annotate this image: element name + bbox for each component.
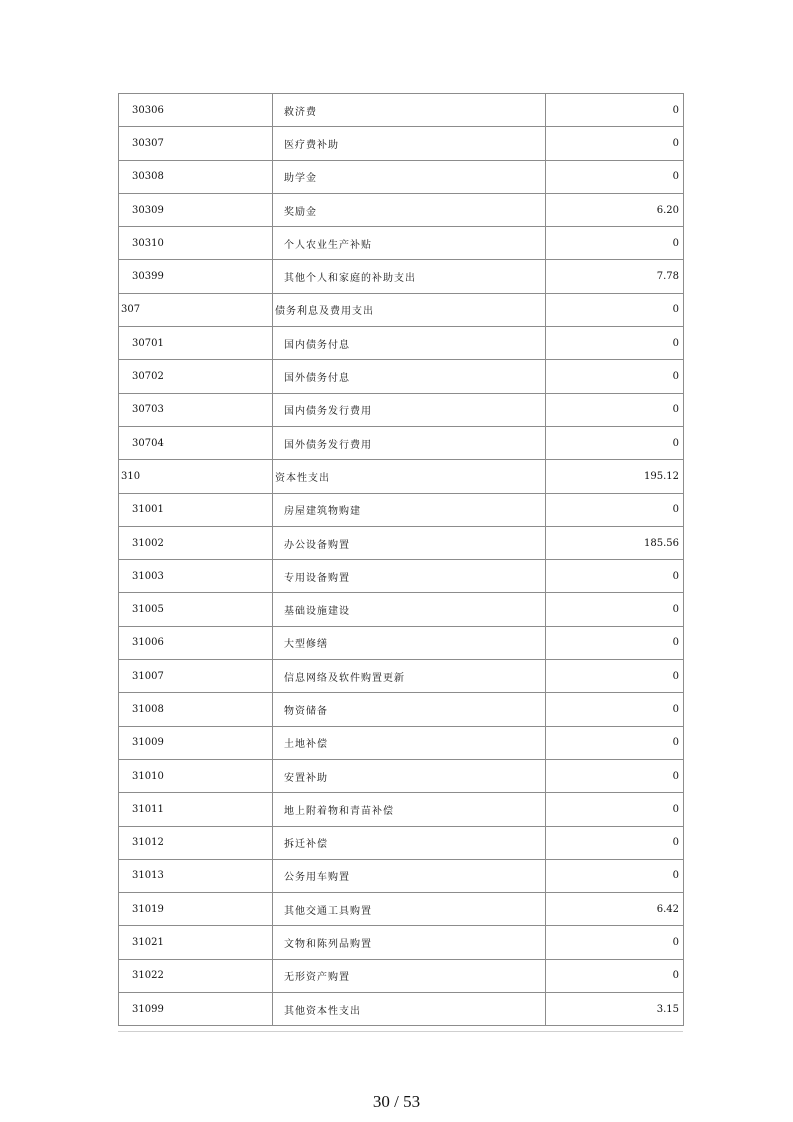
name-cell: 拆迁补偿 bbox=[273, 826, 546, 859]
code-cell: 31099 bbox=[119, 993, 273, 1026]
code-cell: 31012 bbox=[119, 826, 273, 859]
name-cell: 债务利息及费用支出 bbox=[273, 293, 546, 326]
code-cell: 30308 bbox=[119, 160, 273, 193]
name-cell: 国内债务发行费用 bbox=[273, 393, 546, 426]
table-group-row bbox=[119, 293, 684, 326]
table-row bbox=[119, 560, 684, 593]
table-row bbox=[119, 593, 684, 626]
amount-cell: 0 bbox=[546, 626, 684, 659]
code-cell: 30307 bbox=[119, 127, 273, 160]
amount-cell: 0 bbox=[546, 759, 684, 792]
amount-cell: 0 bbox=[546, 393, 684, 426]
name-cell: 其他资本性支出 bbox=[273, 993, 546, 1026]
name-cell: 资本性支出 bbox=[273, 460, 546, 493]
amount-cell: 0 bbox=[546, 593, 684, 626]
table-row bbox=[119, 227, 684, 260]
table-row bbox=[119, 526, 684, 559]
name-cell: 其他个人和家庭的补助支出 bbox=[273, 260, 546, 293]
code-cell: 31022 bbox=[119, 959, 273, 992]
table-row bbox=[119, 826, 684, 859]
name-cell: 基础设施建设 bbox=[273, 593, 546, 626]
name-cell: 文物和陈列品购置 bbox=[273, 926, 546, 959]
table-row bbox=[119, 193, 684, 226]
table-row bbox=[119, 893, 684, 926]
name-cell: 公务用车购置 bbox=[273, 859, 546, 892]
code-cell: 30703 bbox=[119, 393, 273, 426]
name-cell: 安置补助 bbox=[273, 759, 546, 792]
code-cell: 31008 bbox=[119, 693, 273, 726]
name-cell: 助学金 bbox=[273, 160, 546, 193]
amount-cell: 3.15 bbox=[546, 993, 684, 1026]
amount-cell: 0 bbox=[546, 926, 684, 959]
table-row bbox=[119, 793, 684, 826]
amount-cell: 0 bbox=[546, 793, 684, 826]
code-cell: 31011 bbox=[119, 793, 273, 826]
code-cell: 30704 bbox=[119, 426, 273, 459]
code-cell: 31002 bbox=[119, 526, 273, 559]
name-cell: 地上附着物和青苗补偿 bbox=[273, 793, 546, 826]
name-cell: 专用设备购置 bbox=[273, 560, 546, 593]
amount-cell: 0 bbox=[546, 94, 684, 127]
name-cell: 奖励金 bbox=[273, 193, 546, 226]
code-cell: 30310 bbox=[119, 227, 273, 260]
code-cell: 30701 bbox=[119, 327, 273, 360]
amount-cell: 0 bbox=[546, 726, 684, 759]
table-row bbox=[119, 493, 684, 526]
name-cell: 办公设备购置 bbox=[273, 526, 546, 559]
table-row bbox=[119, 94, 684, 127]
table-body bbox=[119, 94, 684, 1026]
code-cell: 31009 bbox=[119, 726, 273, 759]
table-row bbox=[119, 360, 684, 393]
name-cell: 国外债务付息 bbox=[273, 360, 546, 393]
table-row bbox=[119, 660, 684, 693]
name-cell: 其他交通工具购置 bbox=[273, 893, 546, 926]
table-row bbox=[119, 926, 684, 959]
name-cell: 个人农业生产补贴 bbox=[273, 227, 546, 260]
name-cell: 医疗费补助 bbox=[273, 127, 546, 160]
name-cell: 救济费 bbox=[273, 94, 546, 127]
table-bottom-rule bbox=[118, 1031, 683, 1032]
name-cell: 无形资产购置 bbox=[273, 959, 546, 992]
amount-cell: 0 bbox=[546, 560, 684, 593]
table-row bbox=[119, 993, 684, 1026]
name-cell: 土地补偿 bbox=[273, 726, 546, 759]
amount-cell: 0 bbox=[546, 693, 684, 726]
code-cell: 31010 bbox=[119, 759, 273, 792]
amount-cell: 0 bbox=[546, 859, 684, 892]
code-cell: 30309 bbox=[119, 193, 273, 226]
expenditure-table bbox=[118, 93, 684, 1026]
amount-cell: 0 bbox=[546, 293, 684, 326]
amount-cell: 0 bbox=[546, 493, 684, 526]
table-row bbox=[119, 693, 684, 726]
table-row bbox=[119, 160, 684, 193]
table-row bbox=[119, 726, 684, 759]
table-row bbox=[119, 859, 684, 892]
table-row bbox=[119, 327, 684, 360]
table-row bbox=[119, 260, 684, 293]
amount-cell: 0 bbox=[546, 426, 684, 459]
code-cell: 31006 bbox=[119, 626, 273, 659]
amount-cell: 0 bbox=[546, 127, 684, 160]
amount-cell: 0 bbox=[546, 660, 684, 693]
code-cell: 31001 bbox=[119, 493, 273, 526]
amount-cell: 0 bbox=[546, 826, 684, 859]
table-row bbox=[119, 426, 684, 459]
name-cell: 国内债务付息 bbox=[273, 327, 546, 360]
amount-cell: 195.12 bbox=[546, 460, 684, 493]
amount-cell: 6.42 bbox=[546, 893, 684, 926]
amount-cell: 185.56 bbox=[546, 526, 684, 559]
amount-cell: 6.20 bbox=[546, 193, 684, 226]
code-cell: 31007 bbox=[119, 660, 273, 693]
name-cell: 物资储备 bbox=[273, 693, 546, 726]
amount-cell: 0 bbox=[546, 327, 684, 360]
name-cell: 大型修缮 bbox=[273, 626, 546, 659]
table-row bbox=[119, 959, 684, 992]
table-group-row bbox=[119, 460, 684, 493]
code-cell: 30306 bbox=[119, 94, 273, 127]
name-cell: 国外债务发行费用 bbox=[273, 426, 546, 459]
code-cell: 31013 bbox=[119, 859, 273, 892]
code-cell: 31003 bbox=[119, 560, 273, 593]
code-cell: 30399 bbox=[119, 260, 273, 293]
name-cell: 房屋建筑物购建 bbox=[273, 493, 546, 526]
code-cell: 31005 bbox=[119, 593, 273, 626]
amount-cell: 0 bbox=[546, 160, 684, 193]
amount-cell: 0 bbox=[546, 227, 684, 260]
code-cell: 31021 bbox=[119, 926, 273, 959]
table-row bbox=[119, 759, 684, 792]
page-number: 30 / 53 bbox=[372, 1092, 421, 1111]
amount-cell: 7.78 bbox=[546, 260, 684, 293]
code-cell: 31019 bbox=[119, 893, 273, 926]
table-row bbox=[119, 626, 684, 659]
code-cell: 30702 bbox=[119, 360, 273, 393]
code-cell: 307 bbox=[119, 293, 273, 326]
code-cell: 310 bbox=[119, 460, 273, 493]
amount-cell: 0 bbox=[546, 959, 684, 992]
table-row bbox=[119, 393, 684, 426]
amount-cell: 0 bbox=[546, 360, 684, 393]
table-row bbox=[119, 127, 684, 160]
name-cell: 信息网络及软件购置更新 bbox=[273, 660, 546, 693]
